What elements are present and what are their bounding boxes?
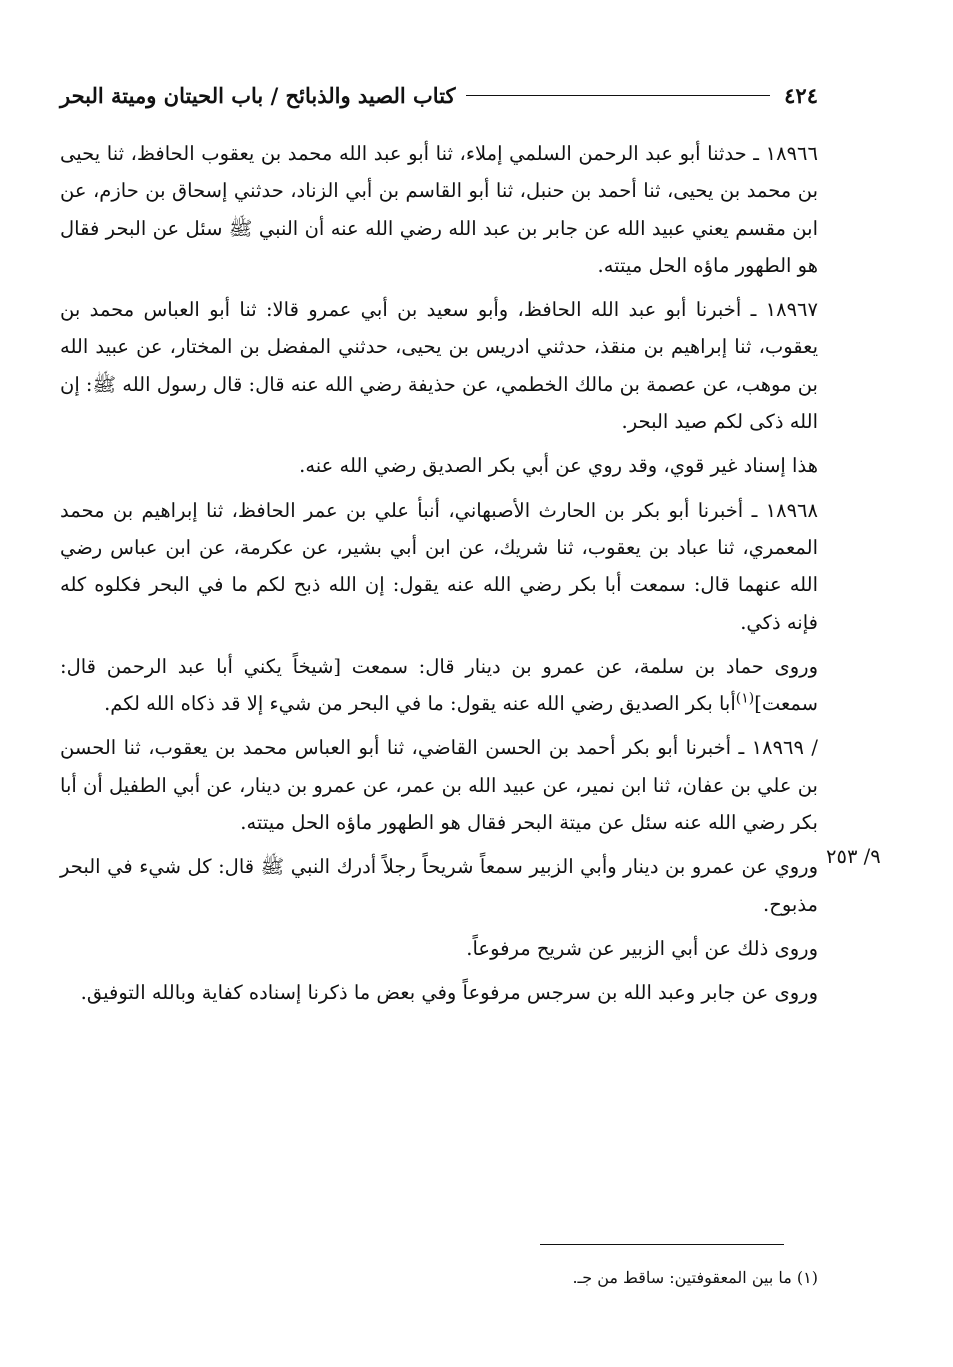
page-number: ٤٢٤ <box>784 82 818 108</box>
header-title: كتاب الصيد والذبائح / باب الحيتان وميتة البحر <box>60 82 456 108</box>
main-text <box>60 135 818 1019</box>
hadith-18969: / ١٨٩٦٩ ـ أخبرنا أبو بكر أحمد بن الحسن القاضي، ثنا أبو العباس محمد بن يعقوب، ثنا الحسن بن علي بن عفان، ثنا ابن نمير، عن عبيد الله بن عمر، عن عمرو بن دينار، عن أبي الطفيل أن أبا بكر رضي الله عنه سئل عن ميتة البحر فقال هو الطهور ماؤه الحل ميتته. <box>60 736 818 835</box>
closing-paragraph: وروى عن جابر وعبد الله بن سرجس مرفوعاً وفي بعض ما ذكرنا إسناده كفاية وبالله التوفيق. <box>80 981 818 1005</box>
footnote-divider <box>540 1244 784 1245</box>
narration-paragraph-3: وروى ذلك عن أبي الزبير عن شريح مرفوعاً. <box>466 936 818 960</box>
header-rule <box>466 95 771 96</box>
hadith-18967: ١٨٩٦٧ ـ أخبرنا أبو عبد الله الحافظ، وأبو سعيد بن أبي عمرو قالا: ثنا أبو العباس محمد بن يعقوب، ثنا إبراهيم بن منقذ، حدثني ادريس بن يحيى، حدثني المفضل بن المختار، عن عبيد الله بن موهب، عن عصمة بن مالك الخطمي، عن حذيفة رضي الله عنه قال: قال رسول الله ﷺ: إن الله ذكى لكم صيد البحر. <box>60 298 818 434</box>
footnote: (١) ما بين المعقوفتين: ساقط من جـ. <box>572 1268 818 1287</box>
narration-part-2: أبا بكر الصديق رضي الله عنه يقول: ما في البحر من شيء إلا قد ذكاه الله لكم. <box>104 692 736 716</box>
hadith-18966: ١٨٩٦٦ ـ حدثنا أبو عبد الرحمن السلمي إملاء، ثنا أبو عبد الله محمد بن يعقوب الحافظ، ثنا يحيى بن محمد بن يحيى، ثنا أحمد بن حنبل، ثنا أبو القاسم بن أبي الزناد، حدثني إسحاق بن حازم، عن ابن مقسم يعني عبيد الله عن جابر بن عبد الله رضي الله عنه أن النبي ﷺ سئل عن البحر فقال هو الطهور ماؤه الحل ميتته. <box>60 142 818 277</box>
margin-reference: ٩/ ٢٥٣ <box>826 845 881 868</box>
narration-paragraph <box>60 648 818 723</box>
narration-paragraph-2: وروي عن عمرو بن دينار وأبي الزبير سمعاً شريحاً رجلاً أدرك النبي ﷺ قال: كل شيء في البحر مذبوح. <box>60 855 818 916</box>
commentary-paragraph: هذا إسناد غير قوي، وقد روي عن أبي بكر الصديق رضي الله عنه. <box>299 454 818 478</box>
page-header <box>60 78 818 112</box>
hadith-18968: ١٨٩٦٨ ـ أخبرنا أبو بكر بن الحارث الأصبهاني، أنبأ علي بن عمر الحافظ، ثنا إبراهيم بن محمد المعمري، ثنا عباد بن يعقوب، ثنا شريك، عن ابن أبي بشير، عن عكرمة، عن ابن عباس رضي الله عنهما قال: سمعت أبا بكر رضي الله عنه يقول: إن الله ذبح لكم ما في البحر فكلوه كله فإنه ذكي. <box>60 498 818 634</box>
narration-part-1: وروى حماد بن سلمة، عن عمرو بن دينار قال: سمعت [شيخاً يكني أبا عبد الرحمن قال: سمعت] <box>60 654 818 716</box>
footnote-mark: (١) <box>735 690 755 707</box>
